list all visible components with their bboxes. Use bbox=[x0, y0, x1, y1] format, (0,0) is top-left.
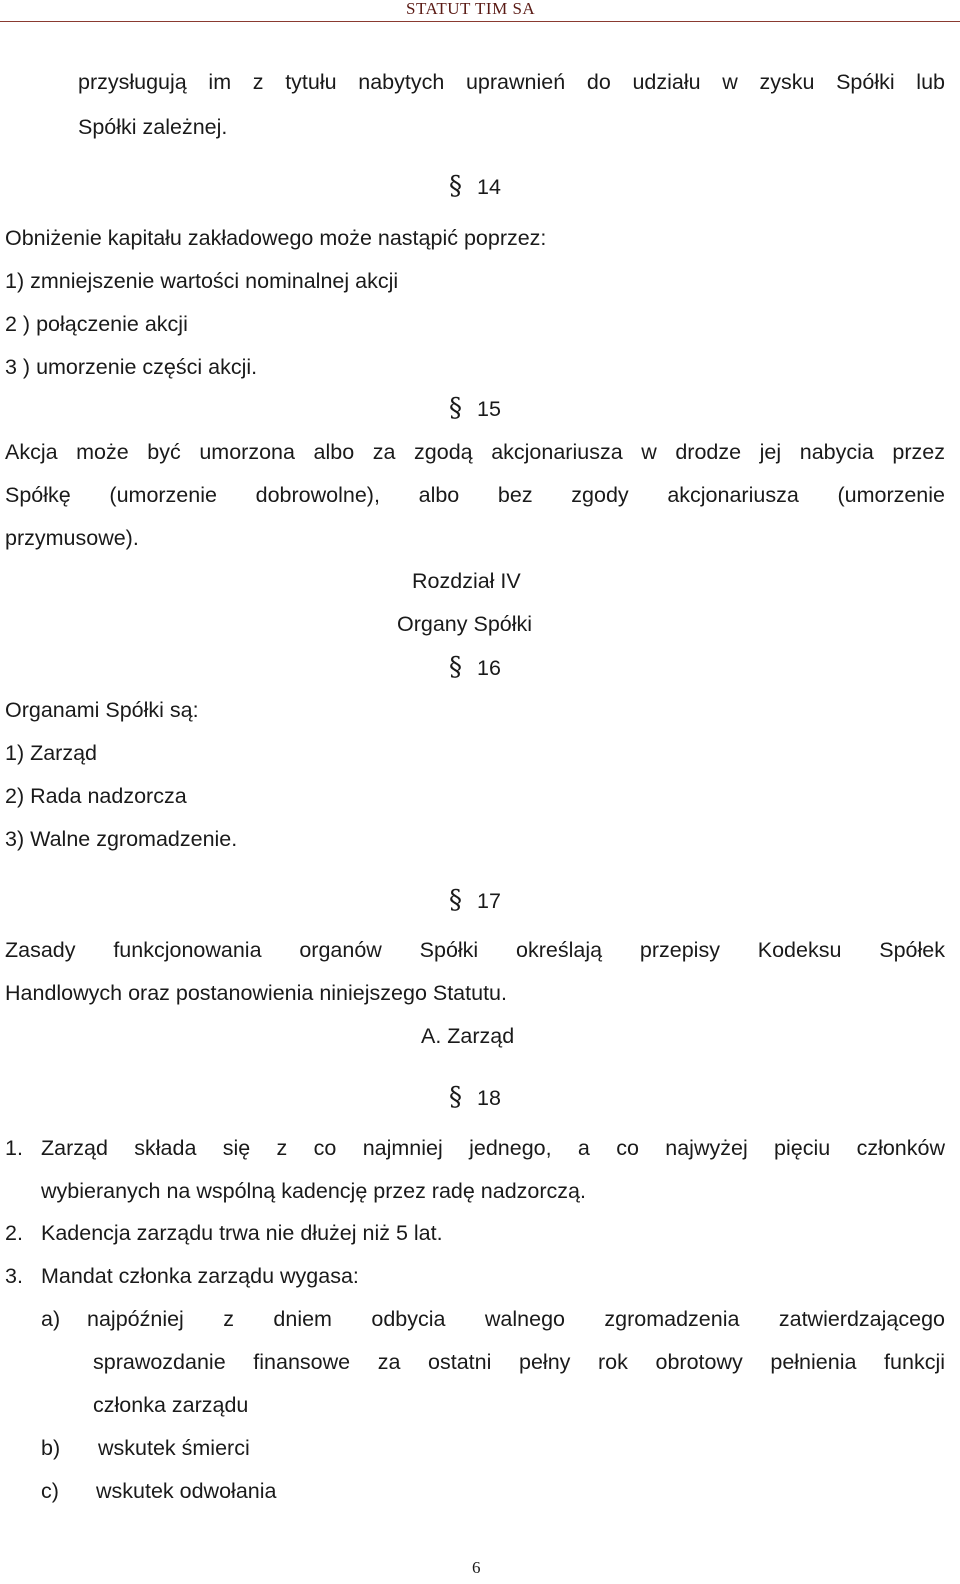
chapter-title: Organy Spółki bbox=[397, 612, 533, 636]
list-item: 1) zmniejszenie wartości nominalnej akcji bbox=[5, 269, 399, 293]
section-sign-icon: § bbox=[449, 885, 462, 915]
section-heading-14 bbox=[449, 171, 501, 201]
section-sign-icon: § bbox=[449, 171, 462, 201]
list-number: 1. bbox=[5, 1136, 23, 1160]
list-intro: Organami Spółki są: bbox=[5, 698, 199, 722]
list-item: 2) Rada nadzorcza bbox=[5, 784, 187, 808]
section-sign-icon: § bbox=[449, 652, 462, 682]
sublist-item: sprawozdanie finansowe za ostatni pełny rok obrotowy pełnienia funkcji bbox=[93, 1350, 945, 1374]
sublist-letter: b) bbox=[41, 1436, 61, 1460]
chapter-heading: Rozdział IV bbox=[412, 569, 521, 593]
list-number: 3. bbox=[5, 1264, 23, 1288]
list-item: 2 ) połączenie akcji bbox=[5, 312, 188, 336]
section-sign-icon: § bbox=[449, 1082, 462, 1112]
sublist-item: najpóźniej z dniem odbycia walnego zgromadzenia zatwierdzającego bbox=[87, 1307, 945, 1331]
paragraph-line: Zasady funkcjonowania organów Spółki określają przepisy Kodeksu Spółek bbox=[5, 938, 945, 962]
subsection-heading: A. Zarząd bbox=[421, 1024, 515, 1048]
list-item: wybieranych na wspólną kadencję przez radę nadzorczą. bbox=[41, 1179, 586, 1203]
sublist-item: wskutek śmierci bbox=[98, 1436, 250, 1460]
section-number: 15 bbox=[477, 397, 501, 421]
section-number: 14 bbox=[477, 175, 501, 199]
list-number: 2. bbox=[5, 1221, 23, 1245]
section-heading-16 bbox=[449, 652, 501, 682]
section-number: 17 bbox=[477, 889, 501, 913]
section-sign-icon: § bbox=[449, 393, 462, 423]
section-number: 18 bbox=[477, 1086, 501, 1110]
list-item: 3 ) umorzenie części akcji. bbox=[5, 355, 258, 379]
paragraph-line: przysługują im z tytułu nabytych uprawnień do udziału w zysku Spółki lub bbox=[78, 70, 945, 94]
sublist-item: członka zarządu bbox=[93, 1393, 249, 1417]
section-heading-17 bbox=[449, 885, 501, 915]
paragraph-line: Handlowych oraz postanowienia niniejszego Statutu. bbox=[5, 981, 507, 1005]
paragraph-line: Spółki zależnej. bbox=[78, 115, 228, 139]
paragraph-line: Akcja może być umorzona albo za zgodą akcjonariusza w drodze jej nabycia przez bbox=[5, 440, 945, 464]
sublist-item: wskutek odwołania bbox=[96, 1479, 277, 1503]
sublist-letter: a) bbox=[41, 1307, 61, 1331]
section-number: 16 bbox=[477, 656, 501, 680]
page-number: 6 bbox=[472, 1558, 481, 1577]
list-item: Zarząd składa się z co najmniej jednego, a co najwyżej pięciu członków bbox=[41, 1136, 945, 1160]
list-item: Mandat członka zarządu wygasa: bbox=[41, 1264, 359, 1288]
sublist-letter: c) bbox=[41, 1479, 59, 1503]
list-item: Kadencja zarządu trwa nie dłużej niż 5 lat. bbox=[41, 1221, 443, 1245]
list-item: 3) Walne zgromadzenie. bbox=[5, 827, 238, 851]
section-heading-15 bbox=[449, 393, 501, 423]
paragraph-line: przymusowe). bbox=[5, 526, 139, 550]
page-header bbox=[0, 0, 960, 22]
list-intro: Obniżenie kapitału zakładowego może nastąpić poprzez: bbox=[5, 226, 547, 250]
header-title: STATUT TIM SA bbox=[406, 0, 536, 18]
paragraph-line: Spółkę (umorzenie dobrowolne), albo bez zgody akcjonariusza (umorzenie bbox=[5, 483, 945, 507]
list-item: 1) Zarząd bbox=[5, 741, 98, 765]
section-heading-18 bbox=[449, 1082, 501, 1112]
